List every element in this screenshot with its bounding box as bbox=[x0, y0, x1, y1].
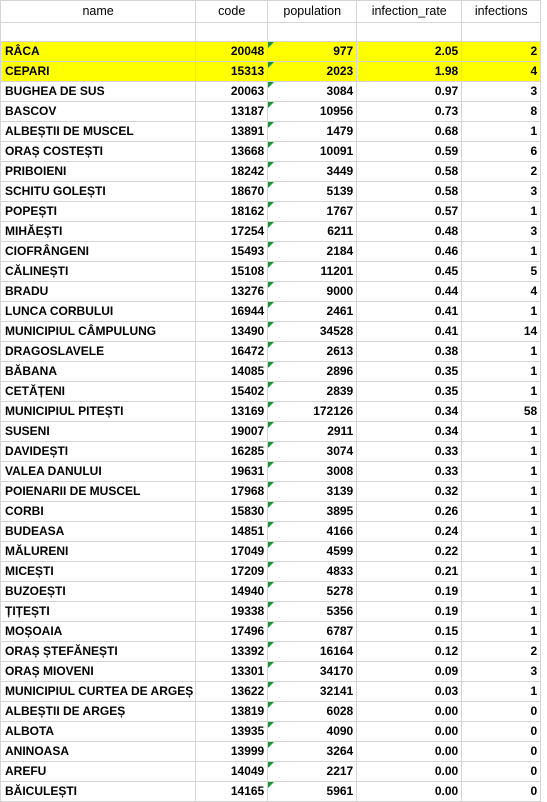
cell-code[interactable]: 15108 bbox=[196, 262, 268, 282]
cell-infection-rate[interactable]: 0.41 bbox=[357, 302, 462, 322]
cell-population[interactable]: 3074 bbox=[268, 442, 357, 462]
cell-population[interactable]: 5356 bbox=[268, 602, 357, 622]
cell-population[interactable]: 32141 bbox=[268, 682, 357, 702]
cell-infections[interactable]: 3 bbox=[462, 182, 541, 202]
grid-body bbox=[1, 1, 541, 802]
cell-infection-rate[interactable]: 0.33 bbox=[357, 442, 462, 462]
cell-infection-rate[interactable]: 0.48 bbox=[357, 222, 462, 242]
table-row bbox=[1, 662, 541, 682]
cell-infection-rate[interactable]: 0.44 bbox=[357, 282, 462, 302]
cell-infection-rate[interactable]: 0.33 bbox=[357, 462, 462, 482]
cell-infections[interactable]: 1 bbox=[462, 522, 541, 542]
cell-code[interactable]: 13169 bbox=[196, 402, 268, 422]
table-row bbox=[1, 742, 541, 762]
cell-population[interactable]: 6211 bbox=[268, 222, 357, 242]
cell-name[interactable]: MICEȘTI bbox=[1, 562, 196, 582]
cell-code[interactable]: 18670 bbox=[196, 182, 268, 202]
cell-code[interactable]: 13276 bbox=[196, 282, 268, 302]
table-row bbox=[1, 342, 541, 362]
cell-population[interactable]: 5961 bbox=[268, 782, 357, 802]
table-row bbox=[1, 422, 541, 442]
cell-infections[interactable]: 1 bbox=[462, 682, 541, 702]
cell-infections[interactable]: 2 bbox=[462, 162, 541, 182]
table-row bbox=[1, 622, 541, 642]
cell-infections[interactable]: 0 bbox=[462, 742, 541, 762]
cell-infections[interactable]: 5 bbox=[462, 262, 541, 282]
cell-infection-rate[interactable]: 0.41 bbox=[357, 322, 462, 342]
cell-infections[interactable]: 8 bbox=[462, 102, 541, 122]
cell-name[interactable]: BĂICULEȘTI bbox=[1, 782, 196, 802]
cell-infection-rate[interactable]: 0.97 bbox=[357, 82, 462, 102]
cell-population[interactable]: 2839 bbox=[268, 382, 357, 402]
cell-infection-rate[interactable]: 0.73 bbox=[357, 102, 462, 122]
empty-cell[interactable] bbox=[196, 23, 268, 42]
cell-population[interactable]: 34170 bbox=[268, 662, 357, 682]
cell-infections[interactable]: 3 bbox=[462, 662, 541, 682]
cell-population[interactable]: 3139 bbox=[268, 482, 357, 502]
table-row bbox=[1, 302, 541, 322]
table-row bbox=[1, 162, 541, 182]
cell-infections[interactable]: 0 bbox=[462, 702, 541, 722]
cell-population[interactable]: 2023 bbox=[268, 62, 357, 82]
cell-population[interactable]: 2217 bbox=[268, 762, 357, 782]
cell-name[interactable]: MUNICIPIUL CÂMPULUNG bbox=[1, 322, 196, 342]
cell-infections[interactable]: 3 bbox=[462, 82, 541, 102]
cell-infection-rate[interactable]: 0.58 bbox=[357, 162, 462, 182]
table-row bbox=[1, 42, 541, 62]
cell-code[interactable]: 14940 bbox=[196, 582, 268, 602]
cell-code[interactable]: 13891 bbox=[196, 122, 268, 142]
cell-infections[interactable]: 1 bbox=[462, 422, 541, 442]
table-row bbox=[1, 282, 541, 302]
cell-population[interactable]: 977 bbox=[268, 42, 357, 62]
cell-population[interactable]: 5139 bbox=[268, 182, 357, 202]
table-row bbox=[1, 542, 541, 562]
table-row bbox=[1, 362, 541, 382]
cell-infections[interactable]: 1 bbox=[462, 542, 541, 562]
cell-code[interactable]: 17254 bbox=[196, 222, 268, 242]
cell-name[interactable]: BĂBANA bbox=[1, 362, 196, 382]
cell-population[interactable]: 2461 bbox=[268, 302, 357, 322]
cell-population[interactable]: 9000 bbox=[268, 282, 357, 302]
table-row bbox=[1, 142, 541, 162]
table-row bbox=[1, 562, 541, 582]
cell-code[interactable]: 15313 bbox=[196, 62, 268, 82]
cell-name[interactable]: LUNCA CORBULUI bbox=[1, 302, 196, 322]
cell-name[interactable]: CEPARI bbox=[1, 62, 196, 82]
table-row bbox=[1, 82, 541, 102]
cell-population[interactable]: 3264 bbox=[268, 742, 357, 762]
cell-code[interactable]: 13668 bbox=[196, 142, 268, 162]
header-row bbox=[1, 1, 541, 23]
cell-name[interactable]: MĂLURENI bbox=[1, 542, 196, 562]
cell-code[interactable]: 17049 bbox=[196, 542, 268, 562]
table-row bbox=[1, 482, 541, 502]
cell-name[interactable]: MIHĂEȘTI bbox=[1, 222, 196, 242]
table-row bbox=[1, 102, 541, 122]
cell-name[interactable]: ALBOTA bbox=[1, 722, 196, 742]
cell-code[interactable]: 17209 bbox=[196, 562, 268, 582]
cell-code[interactable]: 15402 bbox=[196, 382, 268, 402]
cell-name[interactable]: ALBEȘTII DE MUSCEL bbox=[1, 122, 196, 142]
cell-population[interactable]: 4599 bbox=[268, 542, 357, 562]
cell-infections[interactable]: 2 bbox=[462, 642, 541, 662]
cell-infection-rate[interactable]: 0.59 bbox=[357, 142, 462, 162]
cell-name[interactable]: AREFU bbox=[1, 762, 196, 782]
cell-infection-rate[interactable]: 0.12 bbox=[357, 642, 462, 662]
cell-name[interactable]: BASCOV bbox=[1, 102, 196, 122]
cell-infections[interactable]: 6 bbox=[462, 142, 541, 162]
cell-population[interactable]: 10091 bbox=[268, 142, 357, 162]
table-row bbox=[1, 262, 541, 282]
cell-population[interactable]: 2184 bbox=[268, 242, 357, 262]
cell-infections[interactable]: 1 bbox=[462, 502, 541, 522]
table-row bbox=[1, 582, 541, 602]
cell-code[interactable]: 20048 bbox=[196, 42, 268, 62]
cell-population[interactable]: 34528 bbox=[268, 322, 357, 342]
table-row bbox=[1, 122, 541, 142]
cell-population[interactable]: 16164 bbox=[268, 642, 357, 662]
cell-infections[interactable]: 1 bbox=[462, 602, 541, 622]
column-header-name[interactable]: name bbox=[1, 1, 196, 23]
cell-code[interactable]: 14049 bbox=[196, 762, 268, 782]
cell-name[interactable]: BUGHEA DE SUS bbox=[1, 82, 196, 102]
cell-name[interactable]: CĂLINEȘTI bbox=[1, 262, 196, 282]
cell-infection-rate[interactable]: 0.34 bbox=[357, 402, 462, 422]
table-row bbox=[1, 182, 541, 202]
table-row bbox=[1, 202, 541, 222]
cell-code[interactable]: 13819 bbox=[196, 702, 268, 722]
cell-code[interactable]: 13187 bbox=[196, 102, 268, 122]
cell-population[interactable]: 3084 bbox=[268, 82, 357, 102]
cell-name[interactable]: ALBEȘTII DE ARGEȘ bbox=[1, 702, 196, 722]
cell-infections[interactable]: 1 bbox=[462, 562, 541, 582]
cell-infections[interactable]: 4 bbox=[462, 62, 541, 82]
cell-name[interactable]: BUDEASA bbox=[1, 522, 196, 542]
cell-name[interactable]: ORAȘ MIOVENI bbox=[1, 662, 196, 682]
cell-infection-rate[interactable]: 0.09 bbox=[357, 662, 462, 682]
cell-infection-rate[interactable]: 0.19 bbox=[357, 602, 462, 622]
cell-code[interactable]: 13490 bbox=[196, 322, 268, 342]
cell-code[interactable]: 19338 bbox=[196, 602, 268, 622]
cell-infection-rate[interactable]: 0.21 bbox=[357, 562, 462, 582]
cell-name[interactable]: DRAGOSLAVELE bbox=[1, 342, 196, 362]
cell-infections[interactable]: 1 bbox=[462, 482, 541, 502]
cell-name[interactable]: MUNICIPIUL CURTEA DE ARGEȘ bbox=[1, 682, 196, 702]
cell-name[interactable]: ANINOASA bbox=[1, 742, 196, 762]
cell-code[interactable]: 13392 bbox=[196, 642, 268, 662]
cell-infection-rate[interactable]: 0.35 bbox=[357, 382, 462, 402]
cell-population[interactable]: 4166 bbox=[268, 522, 357, 542]
column-header-infections[interactable]: infections bbox=[462, 1, 541, 23]
cell-infections[interactable]: 58 bbox=[462, 402, 541, 422]
cell-infection-rate[interactable]: 2.05 bbox=[357, 42, 462, 62]
cell-population[interactable]: 2613 bbox=[268, 342, 357, 362]
cell-code[interactable]: 19631 bbox=[196, 462, 268, 482]
column-header-population[interactable]: population bbox=[268, 1, 357, 23]
cell-infection-rate[interactable]: 0.22 bbox=[357, 542, 462, 562]
table-row bbox=[1, 682, 541, 702]
cell-infection-rate[interactable]: 1.98 bbox=[357, 62, 462, 82]
cell-code[interactable]: 14851 bbox=[196, 522, 268, 542]
empty-cell[interactable] bbox=[357, 23, 462, 42]
cell-code[interactable]: 13301 bbox=[196, 662, 268, 682]
cell-code[interactable]: 19007 bbox=[196, 422, 268, 442]
cell-infection-rate[interactable]: 0.24 bbox=[357, 522, 462, 542]
cell-code[interactable]: 20063 bbox=[196, 82, 268, 102]
cell-infection-rate[interactable]: 0.19 bbox=[357, 582, 462, 602]
cell-population[interactable]: 172126 bbox=[268, 402, 357, 422]
cell-name[interactable]: DAVIDEȘTI bbox=[1, 442, 196, 462]
cell-population[interactable]: 10956 bbox=[268, 102, 357, 122]
cell-code[interactable]: 16285 bbox=[196, 442, 268, 462]
table-row bbox=[1, 502, 541, 522]
cell-name[interactable]: ȚIȚEȘTI bbox=[1, 602, 196, 622]
table-row bbox=[1, 722, 541, 742]
cell-infections[interactable]: 1 bbox=[462, 342, 541, 362]
cell-infection-rate[interactable]: 0.35 bbox=[357, 362, 462, 382]
cell-name[interactable]: POIENARII DE MUSCEL bbox=[1, 482, 196, 502]
cell-name[interactable]: ORAȘ ȘTEFĂNEȘTI bbox=[1, 642, 196, 662]
cell-name[interactable]: BUZOEȘTI bbox=[1, 582, 196, 602]
cell-infection-rate[interactable]: 0.46 bbox=[357, 242, 462, 262]
cell-infections[interactable]: 0 bbox=[462, 782, 541, 802]
cell-infection-rate[interactable]: 0.00 bbox=[357, 782, 462, 802]
table-row bbox=[1, 602, 541, 622]
cell-population[interactable]: 2896 bbox=[268, 362, 357, 382]
cell-population[interactable]: 3008 bbox=[268, 462, 357, 482]
cell-code[interactable]: 17968 bbox=[196, 482, 268, 502]
empty-cell[interactable] bbox=[268, 23, 357, 42]
cell-population[interactable]: 2911 bbox=[268, 422, 357, 442]
table-row bbox=[1, 522, 541, 542]
cell-infections[interactable]: 1 bbox=[462, 442, 541, 462]
cell-infections[interactable]: 2 bbox=[462, 42, 541, 62]
cell-infection-rate[interactable]: 0.58 bbox=[357, 182, 462, 202]
table-row bbox=[1, 382, 541, 402]
cell-name[interactable]: MOȘOAIA bbox=[1, 622, 196, 642]
table-row bbox=[1, 642, 541, 662]
cell-name[interactable]: CETĂȚENI bbox=[1, 382, 196, 402]
cell-name[interactable]: SUSENI bbox=[1, 422, 196, 442]
empty-cell[interactable] bbox=[1, 23, 196, 42]
cell-code[interactable]: 16472 bbox=[196, 342, 268, 362]
blank-row bbox=[1, 23, 541, 42]
table-row bbox=[1, 242, 541, 262]
cell-code[interactable]: 15493 bbox=[196, 242, 268, 262]
cell-name[interactable]: POPEȘTI bbox=[1, 202, 196, 222]
empty-cell[interactable] bbox=[462, 23, 541, 42]
cell-population[interactable]: 1767 bbox=[268, 202, 357, 222]
table-row bbox=[1, 62, 541, 82]
cell-infection-rate[interactable]: 0.00 bbox=[357, 742, 462, 762]
cell-infection-rate[interactable]: 0.15 bbox=[357, 622, 462, 642]
cell-infections[interactable]: 1 bbox=[462, 362, 541, 382]
cell-infection-rate[interactable]: 0.00 bbox=[357, 702, 462, 722]
cell-code[interactable]: 15830 bbox=[196, 502, 268, 522]
cell-infections[interactable]: 14 bbox=[462, 322, 541, 342]
cell-code[interactable]: 17496 bbox=[196, 622, 268, 642]
column-header-code[interactable]: code bbox=[196, 1, 268, 23]
cell-infections[interactable]: 1 bbox=[462, 462, 541, 482]
table-row bbox=[1, 782, 541, 802]
cell-infections[interactable]: 1 bbox=[462, 582, 541, 602]
cell-infection-rate[interactable]: 0.03 bbox=[357, 682, 462, 702]
cell-population[interactable]: 11201 bbox=[268, 262, 357, 282]
cell-name[interactable]: RÂCA bbox=[1, 42, 196, 62]
cell-name[interactable]: SCHITU GOLEȘTI bbox=[1, 182, 196, 202]
cell-name[interactable]: CORBI bbox=[1, 502, 196, 522]
cell-name[interactable]: VALEA DANULUI bbox=[1, 462, 196, 482]
cell-code[interactable]: 13622 bbox=[196, 682, 268, 702]
cell-infections[interactable]: 1 bbox=[462, 242, 541, 262]
cell-infections[interactable]: 1 bbox=[462, 202, 541, 222]
cell-name[interactable]: PRIBOIENI bbox=[1, 162, 196, 182]
cell-infection-rate[interactable]: 0.57 bbox=[357, 202, 462, 222]
cell-population[interactable]: 3449 bbox=[268, 162, 357, 182]
cell-infection-rate[interactable]: 0.68 bbox=[357, 122, 462, 142]
cell-name[interactable]: MUNICIPIUL PITEȘTI bbox=[1, 402, 196, 422]
cell-infection-rate[interactable]: 0.34 bbox=[357, 422, 462, 442]
cell-infection-rate[interactable]: 0.00 bbox=[357, 722, 462, 742]
table-row bbox=[1, 762, 541, 782]
cell-infection-rate[interactable]: 0.32 bbox=[357, 482, 462, 502]
cell-infections[interactable]: 1 bbox=[462, 302, 541, 322]
cell-name[interactable]: ORAȘ COSTEȘTI bbox=[1, 142, 196, 162]
cell-code[interactable]: 13999 bbox=[196, 742, 268, 762]
cell-population[interactable]: 6787 bbox=[268, 622, 357, 642]
cell-population[interactable]: 3895 bbox=[268, 502, 357, 522]
cell-infections[interactable]: 1 bbox=[462, 622, 541, 642]
cell-code[interactable]: 14085 bbox=[196, 362, 268, 382]
table-row bbox=[1, 322, 541, 342]
cell-code[interactable]: 18242 bbox=[196, 162, 268, 182]
cell-code[interactable]: 16944 bbox=[196, 302, 268, 322]
cell-infections[interactable]: 1 bbox=[462, 122, 541, 142]
cell-name[interactable]: CIOFRÂNGENI bbox=[1, 242, 196, 262]
column-header-infection-rate[interactable]: infection_rate bbox=[357, 1, 462, 23]
table-row bbox=[1, 442, 541, 462]
cell-code[interactable]: 13935 bbox=[196, 722, 268, 742]
cell-population[interactable]: 4090 bbox=[268, 722, 357, 742]
cell-code[interactable]: 14165 bbox=[196, 782, 268, 802]
table-row bbox=[1, 462, 541, 482]
cell-infections[interactable]: 0 bbox=[462, 722, 541, 742]
cell-infections[interactable]: 1 bbox=[462, 382, 541, 402]
cell-infection-rate[interactable]: 0.38 bbox=[357, 342, 462, 362]
cell-population[interactable]: 4833 bbox=[268, 562, 357, 582]
cell-infections[interactable]: 0 bbox=[462, 762, 541, 782]
cell-infection-rate[interactable]: 0.45 bbox=[357, 262, 462, 282]
cell-population[interactable]: 6028 bbox=[268, 702, 357, 722]
cell-infection-rate[interactable]: 0.00 bbox=[357, 762, 462, 782]
table-row bbox=[1, 222, 541, 242]
table-row bbox=[1, 702, 541, 722]
cell-infection-rate[interactable]: 0.26 bbox=[357, 502, 462, 522]
cell-name[interactable]: BRADU bbox=[1, 282, 196, 302]
cell-infections[interactable]: 4 bbox=[462, 282, 541, 302]
cell-code[interactable]: 18162 bbox=[196, 202, 268, 222]
table-row bbox=[1, 402, 541, 422]
cell-population[interactable]: 1479 bbox=[268, 122, 357, 142]
cell-population[interactable]: 5278 bbox=[268, 582, 357, 602]
cell-infections[interactable]: 3 bbox=[462, 222, 541, 242]
